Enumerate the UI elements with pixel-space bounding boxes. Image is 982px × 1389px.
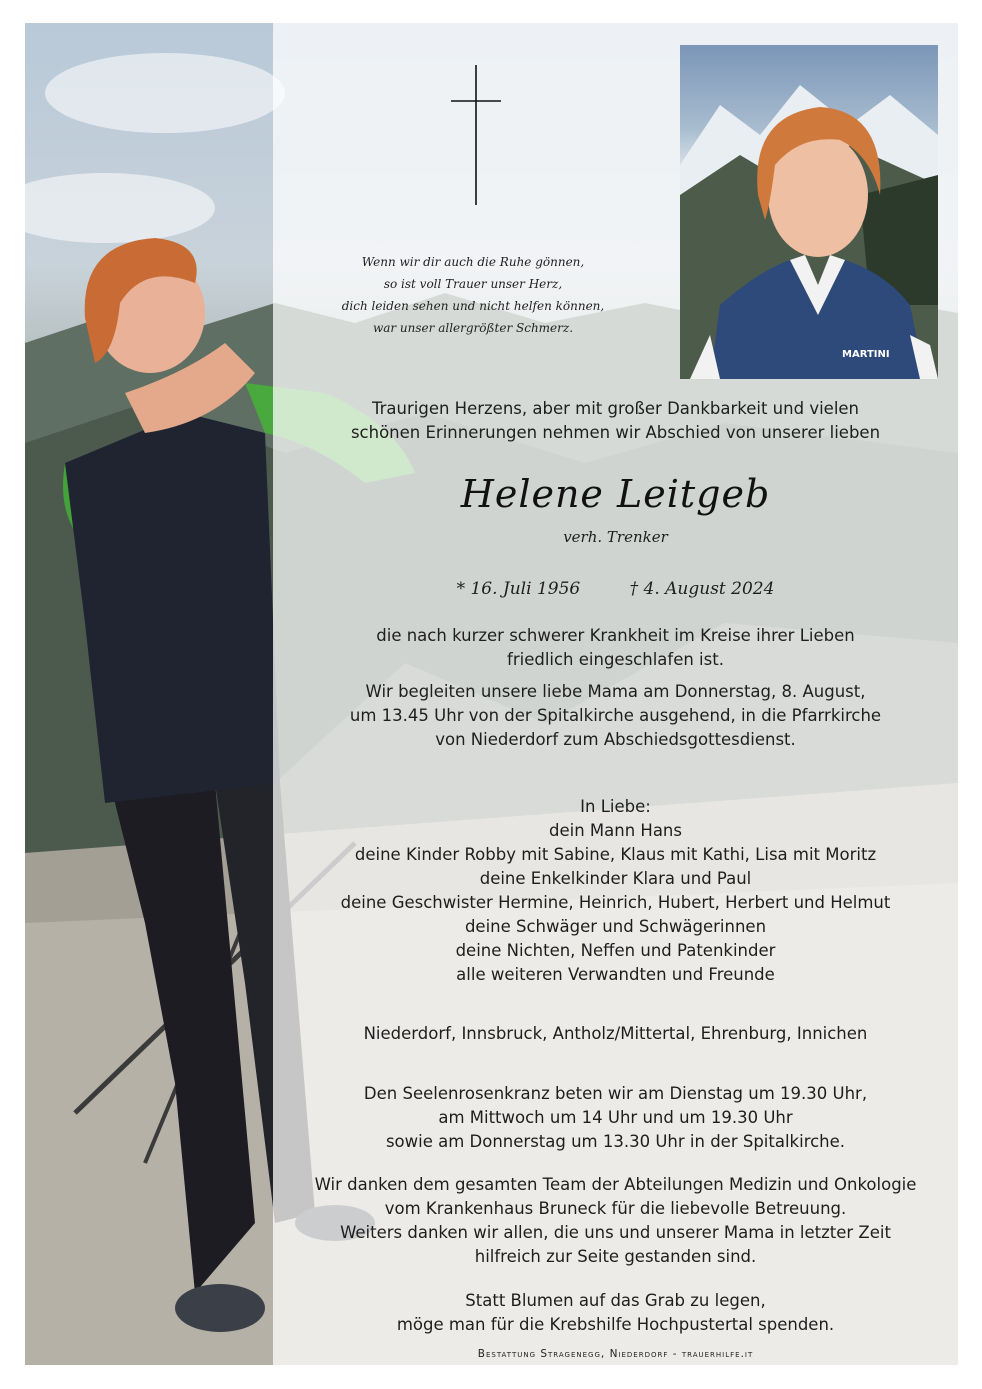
married-name: verh. Trenker	[563, 528, 668, 546]
thanks-line: vom Krankenhaus Bruneck für die liebevolle Betreuung.	[384, 1199, 847, 1218]
vest-logo-text: MARTINI	[842, 349, 890, 360]
intro-line: schönen Erinnerungen nehmen wir Abschied von unserer lieben	[350, 423, 881, 442]
poem	[303, 251, 643, 339]
birth-date: * 16. Juli 1956	[456, 579, 581, 599]
family-line: deine Schwäger und Schwägerinnen	[464, 917, 767, 936]
family-line: deine Kinder Robby mit Sabine, Klaus mit Kathi, Lisa mit Moritz	[354, 845, 877, 864]
life-dates	[273, 576, 958, 602]
portrait-photo	[680, 45, 938, 379]
poem-line: dich leiden sehen und nicht helfen können,	[341, 299, 605, 313]
funeral-line: um 13.45 Uhr von der Spitalkirche ausgehend, in die Pfarrkirche	[349, 706, 882, 725]
rosary-line: sowie am Donnerstag um 13.30 Uhr in der Spitalkirche.	[385, 1132, 846, 1151]
intro-line: Traurigen Herzens, aber mit großer Dankbarkeit und vielen	[371, 399, 860, 418]
obituary-card	[25, 23, 958, 1365]
flowers-line: möge man für die Krebshilfe Hochpustertal spenden.	[396, 1315, 835, 1334]
funeral-home-footer: Bestattung Stragenegg, Niederdorf - trauerhilfe.it	[477, 1348, 754, 1360]
death-date: † 4. August 2024	[629, 579, 775, 599]
flowers-text	[273, 1289, 958, 1337]
passing-line: die nach kurzer schwerer Krankheit im Kreise ihrer Lieben	[376, 626, 855, 645]
funeral-line: Wir begleiten unsere liebe Mama am Donnerstag, 8. August,	[365, 682, 866, 701]
cross-icon	[451, 65, 501, 205]
portrait-illustration	[680, 45, 938, 379]
passing-line: friedlich eingeschlafen ist.	[507, 650, 724, 669]
thanks-line: Weiters danken wir allen, die uns und unserer Mama in letzter Zeit	[340, 1223, 891, 1242]
thanks-text	[273, 1173, 958, 1269]
thanks-line: hilfreich zur Seite gestanden sind.	[474, 1247, 757, 1266]
poem-line: war unser allergrößter Schmerz.	[372, 321, 574, 335]
family-line: alle weiteren Verwandten und Freunde	[456, 965, 775, 984]
funeral-line: von Niederdorf zum Abschiedsgottesdienst.	[435, 730, 796, 749]
family-line: deine Geschwister Hermine, Heinrich, Hubert, Herbert und Helmut	[340, 893, 891, 912]
deceased-name: Helene Leitgeb	[460, 472, 771, 516]
family-line: In Liebe:	[580, 797, 651, 816]
family-list	[273, 795, 958, 987]
rosary-line: Den Seelenrosenkranz beten wir am Dienstag um 19.30 Uhr,	[363, 1084, 868, 1103]
poem-line: so ist voll Trauer unser Herz,	[383, 277, 563, 291]
thanks-line: Wir danken dem gesamten Team der Abteilungen Medizin und Onkologie	[314, 1175, 917, 1194]
funeral-text	[273, 680, 958, 752]
family-line: deine Nichten, Neffen und Patenkinder	[455, 941, 776, 960]
rosary-text	[273, 1082, 958, 1154]
family-line: dein Mann Hans	[549, 821, 682, 840]
intro-text	[273, 397, 958, 445]
places-text	[273, 1022, 958, 1046]
rosary-line: am Mittwoch um 14 Uhr und um 19.30 Uhr	[438, 1108, 793, 1127]
passing-text	[273, 624, 958, 672]
places-line: Niederdorf, Innsbruck, Antholz/Mittertal, Ehrenburg, Innichen	[363, 1024, 868, 1043]
family-line: deine Enkelkinder Klara und Paul	[479, 869, 752, 888]
poem-line: Wenn wir dir auch die Ruhe gönnen,	[361, 255, 585, 269]
flowers-line: Statt Blumen auf das Grab zu legen,	[465, 1291, 766, 1310]
